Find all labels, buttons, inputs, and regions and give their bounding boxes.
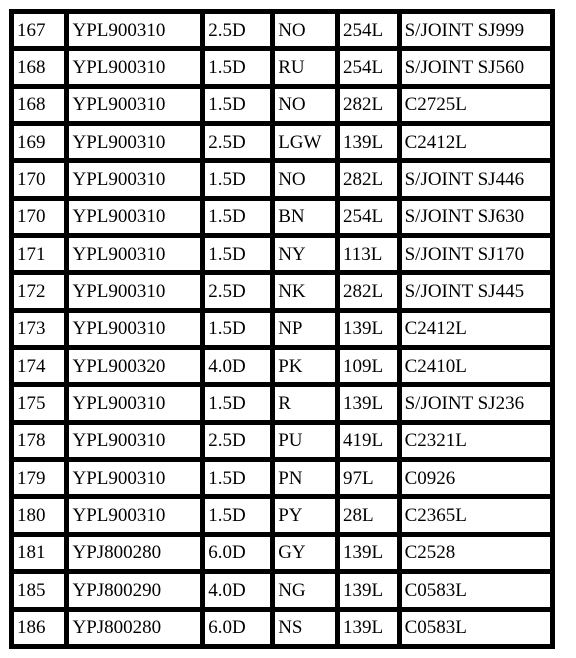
row-number-cell: 178 xyxy=(14,425,64,457)
row-number-cell: 186 xyxy=(14,612,64,645)
table-row xyxy=(14,275,550,307)
code-cell: NS xyxy=(275,612,335,645)
length-cell: 419L xyxy=(340,425,397,457)
table-row xyxy=(14,462,550,494)
code-cell: NG xyxy=(275,574,335,606)
length-cell: 254L xyxy=(340,51,397,83)
row-number-cell: 170 xyxy=(14,163,64,195)
code-cell: PY xyxy=(275,499,335,531)
connector-cell: S/JOINT SJ236 xyxy=(402,387,550,419)
diameter-cell: 6.0D xyxy=(205,537,270,569)
part-number-cell: YPL900310 xyxy=(69,89,200,121)
row-number-cell: 175 xyxy=(14,387,64,419)
length-cell: 113L xyxy=(340,238,397,270)
table-row xyxy=(14,425,550,457)
table-row xyxy=(14,313,550,345)
code-cell: NO xyxy=(275,163,335,195)
code-cell: LGW xyxy=(275,126,335,158)
table-body xyxy=(14,14,550,644)
part-number-cell: YPL900310 xyxy=(69,313,200,345)
connector-cell: C2725L xyxy=(402,89,550,121)
part-number-cell: YPL900310 xyxy=(69,163,200,195)
wire-table-frame xyxy=(9,9,555,649)
part-number-cell: YPL900320 xyxy=(69,350,200,382)
table-row xyxy=(14,537,550,569)
row-number-cell: 185 xyxy=(14,574,64,606)
diameter-cell: 4.0D xyxy=(205,574,270,606)
length-cell: 254L xyxy=(340,14,397,46)
part-number-cell: YPL900310 xyxy=(69,51,200,83)
diameter-cell: 1.5D xyxy=(205,163,270,195)
part-number-cell: YPL900310 xyxy=(69,275,200,307)
connector-cell: C2410L xyxy=(402,350,550,382)
diameter-cell: 1.5D xyxy=(205,201,270,233)
length-cell: 139L xyxy=(340,574,397,606)
code-cell: NP xyxy=(275,313,335,345)
code-cell: NO xyxy=(275,14,335,46)
row-number-cell: 173 xyxy=(14,313,64,345)
part-number-cell: YPL900310 xyxy=(69,462,200,494)
connector-cell: C2528 xyxy=(402,537,550,569)
diameter-cell: 1.5D xyxy=(205,462,270,494)
row-number-cell: 171 xyxy=(14,238,64,270)
table-row xyxy=(14,51,550,83)
part-number-cell: YPL900310 xyxy=(69,238,200,270)
connector-cell: S/JOINT SJ446 xyxy=(402,163,550,195)
part-number-cell: YPL900310 xyxy=(69,201,200,233)
row-number-cell: 169 xyxy=(14,126,64,158)
table-row xyxy=(14,163,550,195)
length-cell: 282L xyxy=(340,275,397,307)
connector-cell: C2321L xyxy=(402,425,550,457)
length-cell: 139L xyxy=(340,313,397,345)
diameter-cell: 1.5D xyxy=(205,499,270,531)
diameter-cell: 2.5D xyxy=(205,425,270,457)
code-cell: NK xyxy=(275,275,335,307)
diameter-cell: 1.5D xyxy=(205,387,270,419)
row-number-cell: 168 xyxy=(14,89,64,121)
table-row xyxy=(14,387,550,419)
table-row xyxy=(14,499,550,531)
diameter-cell: 2.5D xyxy=(205,14,270,46)
part-number-cell: YPL900310 xyxy=(69,14,200,46)
code-cell: PK xyxy=(275,350,335,382)
part-number-cell: YPJ800280 xyxy=(69,612,200,645)
row-number-cell: 179 xyxy=(14,462,64,494)
length-cell: 139L xyxy=(340,387,397,419)
connector-cell: S/JOINT SJ630 xyxy=(402,201,550,233)
length-cell: 139L xyxy=(340,126,397,158)
row-number-cell: 172 xyxy=(14,275,64,307)
connector-cell: S/JOINT SJ999 xyxy=(402,14,550,46)
part-number-cell: YPL900310 xyxy=(69,126,200,158)
connector-cell: S/JOINT SJ445 xyxy=(402,275,550,307)
diameter-cell: 1.5D xyxy=(205,51,270,83)
code-cell: BN xyxy=(275,201,335,233)
length-cell: 109L xyxy=(340,350,397,382)
table-row xyxy=(14,201,550,233)
table-row xyxy=(14,126,550,158)
table-row xyxy=(14,14,550,46)
length-cell: 282L xyxy=(340,89,397,121)
code-cell: R xyxy=(275,387,335,419)
wire-table xyxy=(9,9,555,649)
row-number-cell: 180 xyxy=(14,499,64,531)
code-cell: NO xyxy=(275,89,335,121)
length-cell: 139L xyxy=(340,537,397,569)
part-number-cell: YPL900310 xyxy=(69,425,200,457)
part-number-cell: YPL900310 xyxy=(69,499,200,531)
connector-cell: C0583L xyxy=(402,574,550,606)
row-number-cell: 170 xyxy=(14,201,64,233)
part-number-cell: YPJ800280 xyxy=(69,537,200,569)
connector-cell: S/JOINT SJ170 xyxy=(402,238,550,270)
length-cell: 139L xyxy=(340,612,397,645)
length-cell: 282L xyxy=(340,163,397,195)
table-row xyxy=(14,350,550,382)
length-cell: 254L xyxy=(340,201,397,233)
diameter-cell: 2.5D xyxy=(205,275,270,307)
diameter-cell: 1.5D xyxy=(205,238,270,270)
length-cell: 97L xyxy=(340,462,397,494)
diameter-cell: 4.0D xyxy=(205,350,270,382)
length-cell: 28L xyxy=(340,499,397,531)
code-cell: PU xyxy=(275,425,335,457)
part-number-cell: YPJ800290 xyxy=(69,574,200,606)
connector-cell: C2412L xyxy=(402,313,550,345)
table-row xyxy=(14,238,550,270)
table-row xyxy=(14,89,550,121)
row-number-cell: 174 xyxy=(14,350,64,382)
diameter-cell: 6.0D xyxy=(205,612,270,645)
diameter-cell: 1.5D xyxy=(205,89,270,121)
table-row xyxy=(14,574,550,606)
part-number-cell: YPL900310 xyxy=(69,387,200,419)
code-cell: PN xyxy=(275,462,335,494)
connector-cell: C0583L xyxy=(402,612,550,645)
code-cell: GY xyxy=(275,537,335,569)
code-cell: NY xyxy=(275,238,335,270)
diameter-cell: 2.5D xyxy=(205,126,270,158)
connector-cell: C2412L xyxy=(402,126,550,158)
connector-cell: C2365L xyxy=(402,499,550,531)
connector-cell: S/JOINT SJ560 xyxy=(402,51,550,83)
connector-cell: C0926 xyxy=(402,462,550,494)
diameter-cell: 1.5D xyxy=(205,313,270,345)
row-number-cell: 181 xyxy=(14,537,64,569)
table-row xyxy=(14,612,550,645)
row-number-cell: 167 xyxy=(14,14,64,46)
code-cell: RU xyxy=(275,51,335,83)
row-number-cell: 168 xyxy=(14,51,64,83)
